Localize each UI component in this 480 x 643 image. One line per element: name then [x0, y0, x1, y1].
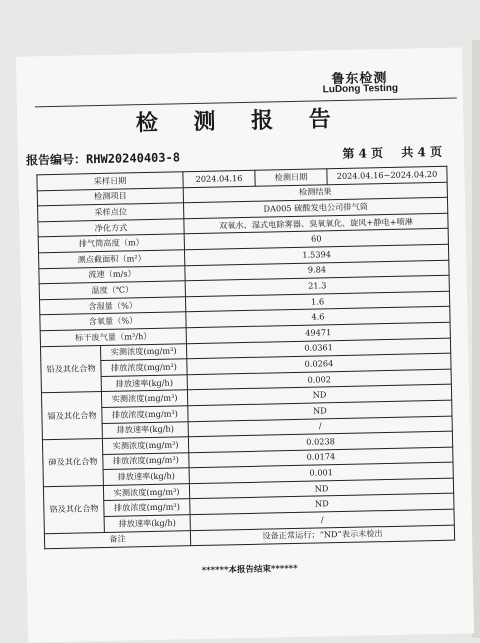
row-label: 流速（m/s）: [39, 265, 185, 284]
param-label: 排放浓度(mg/m³): [103, 452, 189, 469]
page-current: 第 4 页: [342, 146, 384, 161]
param-value: 0.0238: [188, 431, 452, 452]
param-label: 排放浓度(mg/m³): [104, 499, 190, 516]
param-value: ND: [188, 400, 452, 421]
company-logo-cn: 鲁东检测: [331, 70, 388, 88]
header-item: 检测项目: [37, 187, 183, 206]
report-number: 报告编号：RHW20240403-8: [25, 150, 181, 168]
scan-edge: [472, 40, 480, 638]
report-page: [16, 47, 474, 642]
param-value: 0.0174: [189, 447, 453, 468]
row-value: DA005 硫酸发电公司排气筒: [184, 197, 448, 218]
param-value: 0.002: [187, 369, 451, 390]
param-label: 实测浓度(mg/m³): [102, 437, 188, 454]
page-total: 共 4 页: [401, 144, 443, 160]
row-value: 4.6: [186, 307, 450, 328]
param-value: 0.0361: [186, 338, 450, 359]
test-date-label: 检测日期: [255, 169, 327, 186]
report-end: ******本报告结束******: [201, 563, 298, 576]
param-value: ND: [187, 384, 451, 405]
pollutant-name: 铬及其化合物: [43, 485, 104, 533]
row-value: 60: [184, 229, 448, 250]
row-value: 21.3: [185, 275, 449, 296]
page-indicator: [328, 143, 442, 162]
company-logo-en: LuDong Testing: [322, 82, 399, 96]
row-value: 9.84: [185, 260, 449, 281]
param-value: ND: [189, 478, 453, 499]
row-label: 采样点位: [38, 203, 184, 222]
row-value: 1.5394: [185, 244, 449, 265]
param-label: 排放速率(kg/h): [102, 421, 188, 438]
param-label: 实测浓度(mg/m³): [103, 484, 189, 501]
row-label: 含湿量（%）: [40, 296, 186, 315]
param-label: 排放速率(kg/h): [101, 374, 187, 391]
param-label: 实测浓度(mg/m³): [101, 390, 187, 407]
row-value: 49471: [186, 322, 450, 343]
param-value: 0.0264: [187, 353, 451, 374]
pollutant-name: 铅及其化合物: [40, 345, 101, 393]
param-label: 排放速率(kg/h): [103, 468, 189, 485]
param-value: /: [188, 416, 452, 437]
row-label: 标干废气量（m³/h）: [40, 328, 186, 347]
param-value: ND: [190, 494, 454, 515]
row-label: 排气筒高度（m）: [38, 234, 184, 253]
sampling-date-label: 采样日期: [37, 172, 183, 191]
param-label: 实测浓度(mg/m³): [100, 343, 186, 360]
row-label: 测点截面积（m²）: [39, 250, 185, 269]
row-label: 含氧量（%）: [40, 312, 186, 331]
pollutant-name: 镉及其化合物: [41, 392, 102, 440]
remark-label: 备注: [44, 530, 190, 549]
row-value: 1.6: [185, 291, 449, 312]
row-label: 净化方式: [38, 219, 184, 238]
param-value: /: [190, 509, 454, 530]
report-title: 检 测 报 告: [135, 105, 346, 137]
param-label: 排放浓度(mg/m³): [102, 406, 188, 423]
header-result: 检测结果: [183, 182, 447, 203]
param-label: 排放浓度(mg/m³): [101, 359, 187, 376]
test-results-table: [36, 166, 455, 550]
sampling-date: 2024.04.16: [183, 170, 255, 187]
remark-value: 设备正常运行；“ND”表示未检出: [190, 525, 454, 546]
test-date: 2024.04.16~2024.04.20: [327, 166, 447, 184]
pollutant-name: 砷及其化合物: [42, 439, 103, 487]
row-label: 温度（℃）: [39, 281, 185, 300]
param-label: 排放速率(kg/h): [104, 515, 190, 532]
param-value: 0.001: [189, 462, 453, 483]
row-value: 双氧水、湿式电除雾器、臭氧氧化、旋风+静电+喷淋: [184, 213, 448, 234]
